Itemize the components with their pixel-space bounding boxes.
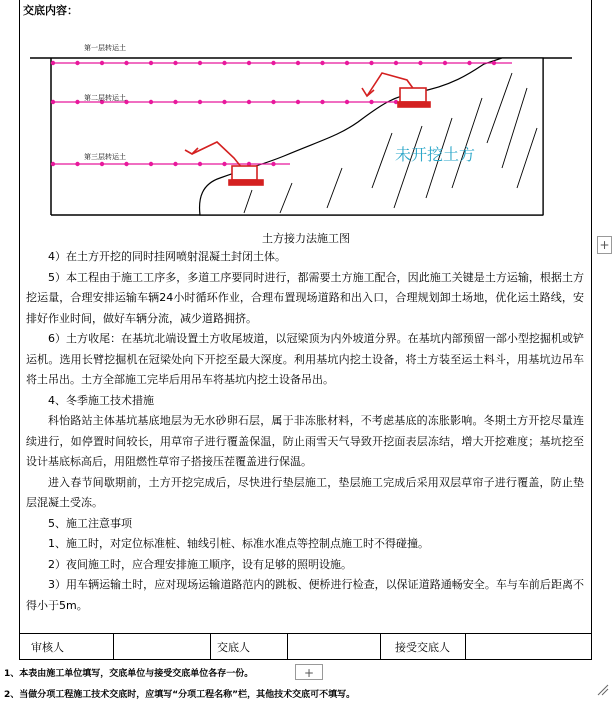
layer-marker-dot bbox=[75, 162, 79, 166]
layer-marker-dot bbox=[100, 61, 104, 65]
paragraph: 科怡路站主体基坑基底地层为无水砂卵石层，属于非冻胀材料，不考虑基底的冻胀影响。冬期土方开挖尽量连续进行，如停置时间较长，用草帘子进行覆盖保温，防止雨雪天气导致开挖面表层冻结，增大开挖难度；基坑挖至设计基底标高后，用阻燃性草帘子搭接压茬覆盖进行保温。 bbox=[26, 414, 584, 468]
layer-label-1: 第一层转运土 bbox=[84, 44, 126, 52]
paragraph: 2）夜间施工时，应合理安排施工顺序，设有足够的照明设施。 bbox=[48, 557, 352, 571]
layer-marker-dot bbox=[198, 61, 202, 65]
layer-label-2: 第二层转运土 bbox=[84, 94, 126, 102]
layer-marker-dot bbox=[173, 100, 177, 104]
signature-table bbox=[19, 633, 592, 660]
layer-marker-dot bbox=[443, 61, 447, 65]
layer-marker-dot bbox=[345, 100, 349, 104]
layer-marker-dot bbox=[124, 162, 128, 166]
paragraph: 4）在土方开挖的同时挂网喷射混凝土封闭土体。 bbox=[48, 250, 286, 263]
layer-marker-dot bbox=[149, 100, 153, 104]
paragraph: 6）土方收尾：在基坑北端设置土方收尾坡道，以冠梁顶为内外坡道分界。在基坑内部预留一部小型挖掘机或铲运机。选用长臂挖掘机在冠梁处向下开挖至最大深度。利用基坑内挖土设备，将土方装至运土料斗，用基坑边吊车将土吊出。土方全部施工完毕后用吊车将基坑内挖土设备吊出。 bbox=[26, 332, 584, 386]
layer-marker-dot bbox=[247, 100, 251, 104]
layer-marker-dot bbox=[149, 162, 153, 166]
layer-marker-dot bbox=[345, 61, 349, 65]
layer-marker-dot bbox=[369, 100, 373, 104]
paragraph: 1、施工时，对定位标准桩、轴线引桩、标准水准点等控制点施工时不得碰撞。 bbox=[48, 537, 429, 550]
layer-marker-dot bbox=[222, 100, 226, 104]
unexcavated-soil-label: 未开挖土方 bbox=[395, 145, 476, 164]
layer-marker-dot bbox=[320, 100, 324, 104]
add-row-button-bottom[interactable]: + bbox=[295, 664, 323, 680]
layer-marker-dot bbox=[75, 61, 79, 65]
layer-marker-dot bbox=[271, 162, 275, 166]
paragraph: 进入春节间歇期前，土方开挖完成后，尽快进行垫层施工，垫层施工完成后采用双层草帘子进行覆盖，防止垫层混凝土受冻。 bbox=[26, 475, 584, 509]
section-heading: 5、施工注意事项 bbox=[48, 516, 132, 530]
layer-marker-dot bbox=[51, 61, 55, 65]
reviewer-label: 审核人 bbox=[19, 634, 114, 659]
layer-marker-dot bbox=[271, 61, 275, 65]
layer-marker-dot bbox=[51, 162, 55, 166]
layer-marker-dot bbox=[100, 162, 104, 166]
layer-marker-dot bbox=[173, 61, 177, 65]
presenter-label: 交底人 bbox=[211, 634, 288, 659]
layer-marker-dot bbox=[173, 162, 177, 166]
body-text bbox=[26, 247, 584, 616]
section-heading: 4、冬季施工技术措施 bbox=[48, 393, 154, 407]
footnote-2: 2、当做分项工程施工技术交底时，应填写“分项工程名称”栏，其他技术交底可不填写。 bbox=[4, 690, 356, 700]
layer-marker-dot bbox=[418, 61, 422, 65]
layer-marker-dot bbox=[222, 162, 226, 166]
resize-handle-icon[interactable] bbox=[597, 684, 609, 696]
layer-marker-dot bbox=[467, 61, 471, 65]
receiver-label: 接受交底人 bbox=[381, 634, 466, 659]
layer-marker-dot bbox=[247, 61, 251, 65]
add-row-button-right[interactable]: + bbox=[597, 236, 612, 254]
layer-marker-dot bbox=[296, 100, 300, 104]
layer-marker-dot bbox=[198, 100, 202, 104]
layer-marker-dot bbox=[320, 61, 324, 65]
excavation-diagram bbox=[22, 18, 587, 228]
layer-marker-dot bbox=[51, 100, 55, 104]
layer-label-3: 第三层转运土 bbox=[84, 153, 126, 161]
reviewer-cell[interactable] bbox=[114, 634, 211, 659]
layer-marker-dot bbox=[124, 61, 128, 65]
diagram-caption: 土方接力法施工图 bbox=[262, 232, 350, 245]
layer-marker-dot bbox=[394, 61, 398, 65]
layer-marker-dot bbox=[149, 61, 153, 65]
receiver-cell[interactable] bbox=[466, 634, 592, 659]
layer-marker-dot bbox=[271, 100, 275, 104]
footnote-1: 1、本表由施工单位填写，交底单位与接受交底单位各存一份。 bbox=[4, 669, 254, 679]
paragraph: 3）用车辆运输土时，应对现场运输道路范内的跳板、便桥进行检查，以保证道路通畅安全。车与车前后距离不得小于5m。 bbox=[26, 578, 584, 612]
layer-marker-dot bbox=[492, 61, 496, 65]
section-header: 交底内容： bbox=[23, 4, 78, 17]
layer-marker-dot bbox=[75, 100, 79, 104]
paragraph: 5）本工程由于施工工序多，多道工序要同时进行，都需要土方施工配合，因此施工关键是土方运输，根据土方挖运量，合理安排运输车辆24小时循环作业，合理布置现场道路和出入口，合理规划卸土场地，优化运土路线，安排好作业时间，做好车辆分流，减少道路拥挤。 bbox=[26, 270, 584, 325]
layer-marker-dot bbox=[222, 61, 226, 65]
presenter-cell[interactable] bbox=[288, 634, 381, 659]
layer-marker-dot bbox=[198, 162, 202, 166]
layer-marker-dot bbox=[369, 61, 373, 65]
layer-marker-dot bbox=[296, 61, 300, 65]
